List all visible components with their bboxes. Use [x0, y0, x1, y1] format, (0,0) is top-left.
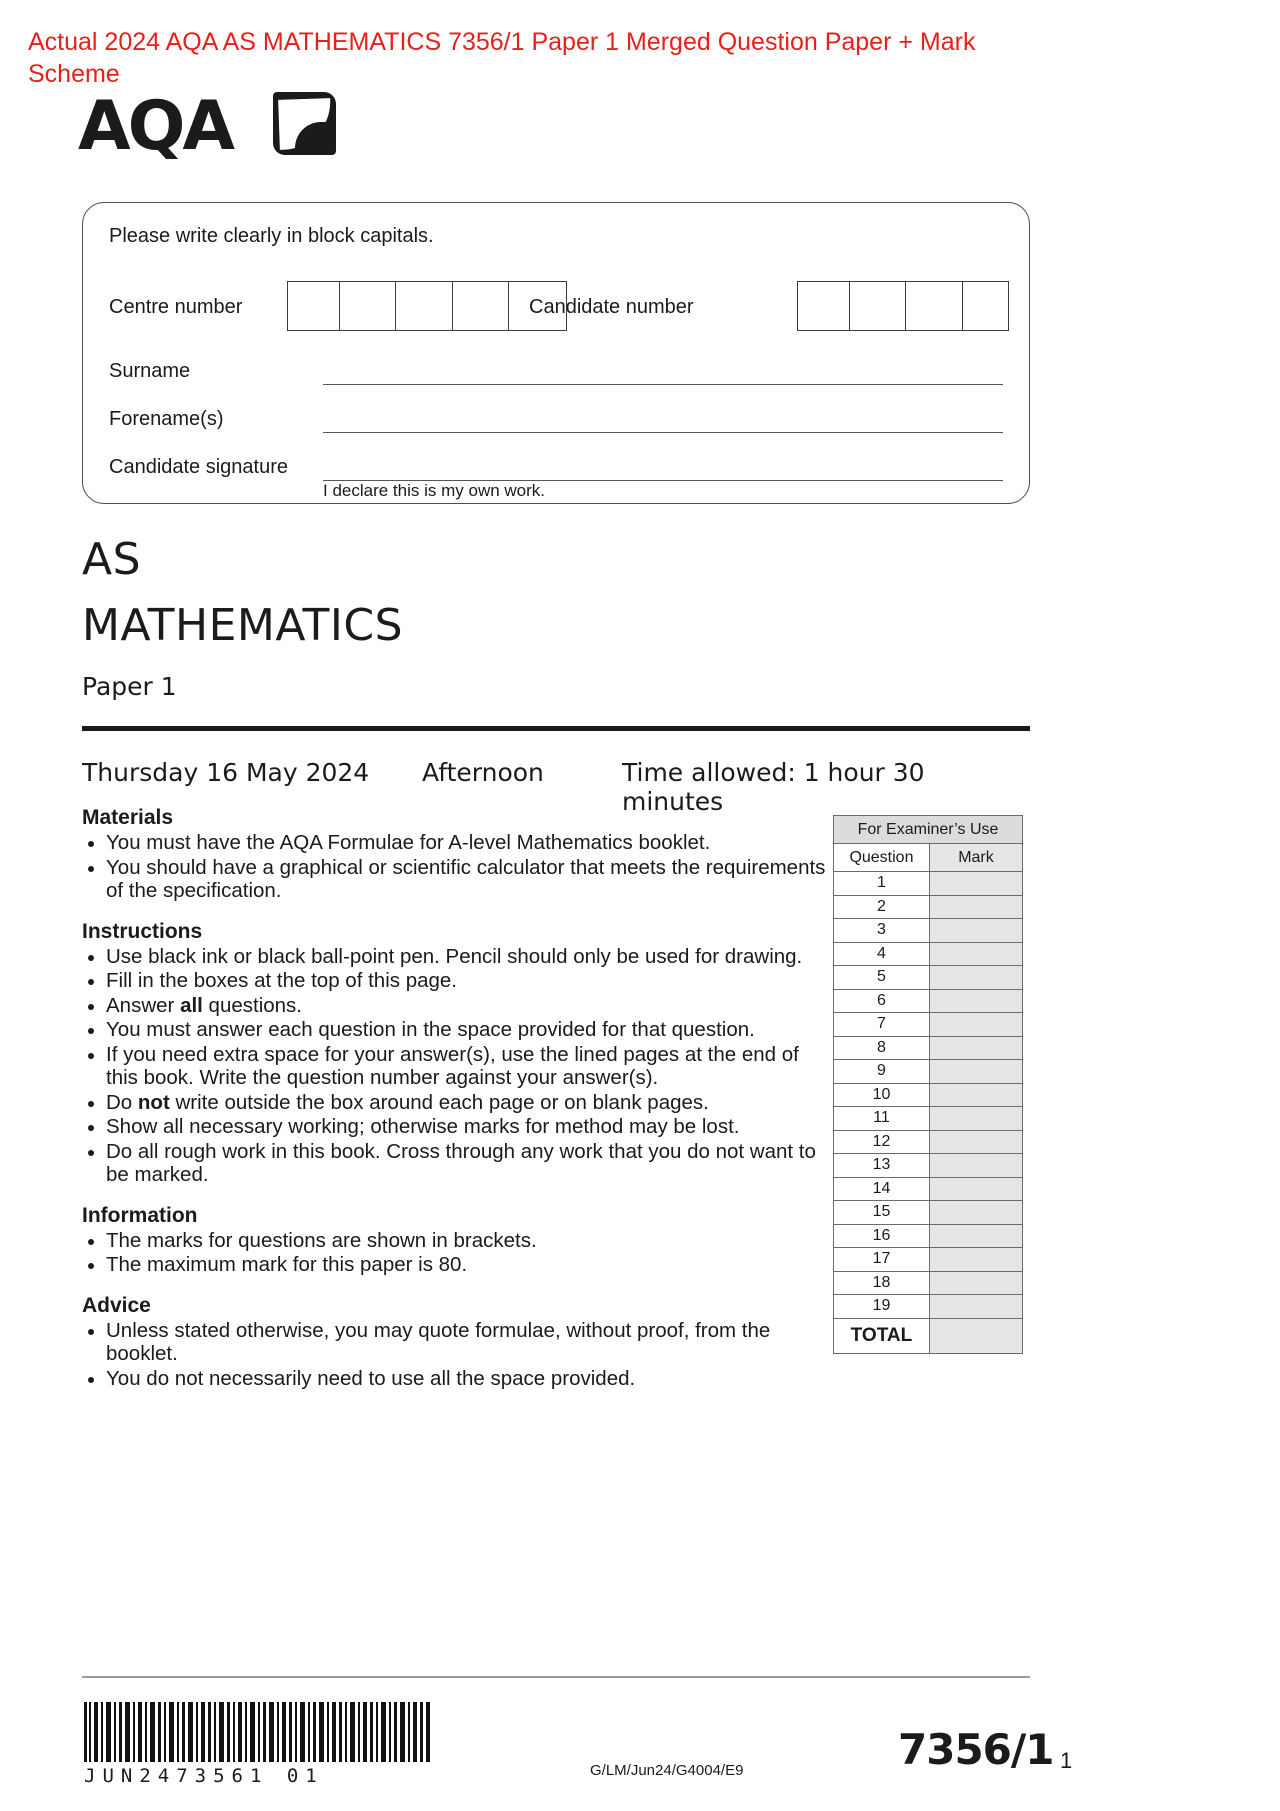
table-row — [834, 1107, 1023, 1131]
notes-column — [82, 806, 830, 1391]
section-information — [82, 1204, 830, 1277]
block-capitals-instruction: Please write clearly in block capitals. — [109, 225, 434, 247]
table-row — [834, 1271, 1023, 1295]
question-number-cell: 17 — [834, 1248, 930, 1272]
surname-label: Surname — [109, 360, 191, 382]
section-materials — [82, 806, 830, 903]
list-item: Fill in the boxes at the top of this page. — [82, 969, 830, 993]
table-row — [834, 1013, 1023, 1037]
barcode-svg — [84, 1702, 432, 1762]
examiner-table-title: For Examiner’s Use — [834, 816, 1023, 844]
section-heading: Advice — [82, 1293, 151, 1317]
candidate-number-label: Candidate number — [529, 296, 694, 318]
list-item: Do all rough work in this book. Cross through any work that you do not want to be marked. — [82, 1140, 830, 1187]
mark-entry-cell[interactable] — [929, 1130, 1022, 1154]
examiner-table-body — [834, 816, 1023, 872]
question-number-cell: 1 — [834, 872, 930, 896]
table-row — [834, 872, 1023, 896]
aqa-leaf-icon — [273, 92, 336, 155]
table-row — [834, 1248, 1023, 1272]
candidate-number-cell[interactable] — [911, 282, 963, 330]
candidate-number-cell[interactable] — [854, 282, 906, 330]
surname-input[interactable] — [323, 384, 1003, 385]
signature-row — [109, 447, 1009, 487]
information-list — [82, 1229, 830, 1277]
table-row — [834, 966, 1023, 990]
list-item: Do not write outside the box around each page or on blank pages. — [82, 1091, 830, 1115]
exam-datetime-row — [82, 758, 1030, 816]
mark-entry-cell[interactable] — [929, 1013, 1022, 1037]
spacer — [82, 904, 830, 920]
column-header-question: Question — [834, 844, 930, 872]
table-row — [834, 1130, 1023, 1154]
question-number-cell: 2 — [834, 895, 930, 919]
total-row-body — [834, 1318, 1023, 1353]
question-number-cell: 8 — [834, 1036, 930, 1060]
number-fields-row — [109, 281, 1009, 333]
centre-number-input[interactable] — [287, 281, 567, 331]
footer-reference-code: G/LM/Jun24/G4004/E9 — [590, 1762, 744, 1779]
question-number-cell: 9 — [834, 1060, 930, 1084]
list-item: Unless stated otherwise, you may quote formulae, without proof, from the booklet. — [82, 1319, 830, 1366]
question-number-cell: 18 — [834, 1271, 930, 1295]
list-item: Use black ink or black ball-point pen. Pencil should only be used for drawing. — [82, 945, 830, 969]
page-number: 1 — [1060, 1748, 1073, 1773]
examiner-table-header-row — [834, 844, 1023, 872]
qualification-level: AS — [82, 534, 142, 585]
candidate-number-cell[interactable] — [798, 282, 850, 330]
mark-entry-cell[interactable] — [929, 1224, 1022, 1248]
section-heading: Information — [82, 1203, 198, 1227]
table-row — [834, 989, 1023, 1013]
mark-entry-cell[interactable] — [929, 1107, 1022, 1131]
mark-entry-cell[interactable] — [929, 1177, 1022, 1201]
barcode-number: JUN2473561 01 — [84, 1765, 324, 1787]
table-row — [834, 1154, 1023, 1178]
section-advice — [82, 1294, 830, 1391]
list-item: You do not necessarily need to use all the space provided. — [82, 1367, 830, 1391]
table-row — [834, 1036, 1023, 1060]
table-row — [834, 1224, 1023, 1248]
question-number-cell: 14 — [834, 1177, 930, 1201]
red-annotation-header: Actual 2024 AQA AS MATHEMATICS 7356/1 Paper 1 Merged Question Paper + Mark Scheme — [28, 28, 976, 88]
table-row — [834, 895, 1023, 919]
question-number-cell: 19 — [834, 1295, 930, 1319]
centre-number-cell[interactable] — [401, 282, 453, 330]
forename-label: Forename(s) — [109, 408, 224, 430]
exam-time-allowed: Time allowed: 1 hour 30 minutes — [622, 758, 925, 816]
mark-entry-cell[interactable] — [929, 1083, 1022, 1107]
section-heading: Instructions — [82, 919, 203, 943]
list-item: The marks for questions are shown in brackets. — [82, 1229, 830, 1253]
question-number-cell: 7 — [834, 1013, 930, 1037]
table-row — [834, 919, 1023, 943]
candidate-details-box — [82, 202, 1030, 504]
question-number-cell: 15 — [834, 1201, 930, 1225]
aqa-logo — [78, 88, 328, 166]
instructions-list — [82, 945, 830, 1187]
question-number-cell: 4 — [834, 942, 930, 966]
section-heading: Materials — [82, 806, 174, 829]
question-number-cell: 10 — [834, 1083, 930, 1107]
spacer — [82, 1278, 830, 1294]
question-number-cell: 6 — [834, 989, 930, 1013]
question-rows — [834, 872, 1023, 1319]
footer-divider — [82, 1676, 1030, 1678]
mark-entry-cell[interactable] — [929, 966, 1022, 990]
list-item: You must answer each question in the space provided for that question. — [82, 1018, 830, 1042]
centre-number-cell[interactable] — [288, 282, 340, 330]
centre-number-cell[interactable] — [457, 282, 509, 330]
candidate-number-input[interactable] — [797, 281, 1009, 331]
mark-entry-cell[interactable] — [929, 1060, 1022, 1084]
candidate-signature-label: Candidate signature — [109, 456, 289, 478]
forename-row — [109, 399, 1009, 439]
mark-entry-cell[interactable] — [929, 872, 1022, 896]
table-row — [834, 1201, 1023, 1225]
list-item: You should have a graphical or scientific calculator that meets the requirements of the specification. — [82, 856, 830, 903]
aqa-logo-text: AQA — [78, 87, 233, 166]
list-item: You must have the AQA Formulae for A-level Mathematics booklet. — [82, 831, 830, 855]
mark-entry-cell[interactable] — [929, 1154, 1022, 1178]
mark-entry-cell[interactable] — [929, 1271, 1022, 1295]
examiner-table-title-row — [834, 816, 1023, 844]
declaration-text: I declare this is my own work. — [323, 481, 546, 500]
column-header-mark: Mark — [929, 844, 1022, 872]
materials-list — [82, 831, 830, 903]
question-number-cell: 13 — [834, 1154, 930, 1178]
spacer — [82, 1188, 830, 1204]
list-item: Answer all questions. — [82, 994, 830, 1018]
mark-entry-cell[interactable] — [929, 1248, 1022, 1272]
forename-input[interactable] — [323, 432, 1003, 433]
table-row — [834, 1177, 1023, 1201]
paper-code: 7356/1 — [898, 1725, 1054, 1774]
mark-entry-cell[interactable] — [929, 989, 1022, 1013]
subject-title: MATHEMATICS — [82, 600, 404, 651]
question-number-cell: 5 — [834, 966, 930, 990]
mark-entry-cell[interactable] — [929, 942, 1022, 966]
list-item: The maximum mark for this paper is 80. — [82, 1253, 830, 1277]
table-row — [834, 942, 1023, 966]
table-row — [834, 1083, 1023, 1107]
mark-entry-cell[interactable] — [929, 895, 1022, 919]
question-number-cell: 11 — [834, 1107, 930, 1131]
question-number-cell: 16 — [834, 1224, 930, 1248]
surname-row — [109, 351, 1009, 391]
mark-entry-cell[interactable] — [929, 1201, 1022, 1225]
mark-entry-cell[interactable] — [929, 1295, 1022, 1319]
total-mark-cell[interactable] — [929, 1318, 1022, 1353]
mark-entry-cell[interactable] — [929, 1036, 1022, 1060]
list-item: Show all necessary working; otherwise marks for method may be lost. — [82, 1115, 830, 1139]
barcode-image — [84, 1702, 432, 1764]
exam-session: Afternoon — [422, 758, 544, 787]
list-item: If you need extra space for your answer(s), use the lined pages at the end of this book. Write the question number against your answer(s). — [82, 1043, 830, 1090]
table-row — [834, 1295, 1023, 1319]
mark-entry-cell[interactable] — [929, 919, 1022, 943]
paper-title: Paper 1 — [82, 672, 177, 701]
centre-number-label: Centre number — [109, 296, 243, 318]
examiner-use-table — [833, 815, 1023, 1354]
advice-list — [82, 1319, 830, 1391]
table-row — [834, 1060, 1023, 1084]
exam-date: Thursday 16 May 2024 — [82, 758, 370, 787]
total-label: TOTAL — [834, 1318, 930, 1353]
question-number-cell: 3 — [834, 919, 930, 943]
section-instructions — [82, 920, 830, 1187]
table-row-total — [834, 1318, 1023, 1353]
header-divider — [82, 726, 1030, 731]
centre-number-cell[interactable] — [344, 282, 396, 330]
question-number-cell: 12 — [834, 1130, 930, 1154]
